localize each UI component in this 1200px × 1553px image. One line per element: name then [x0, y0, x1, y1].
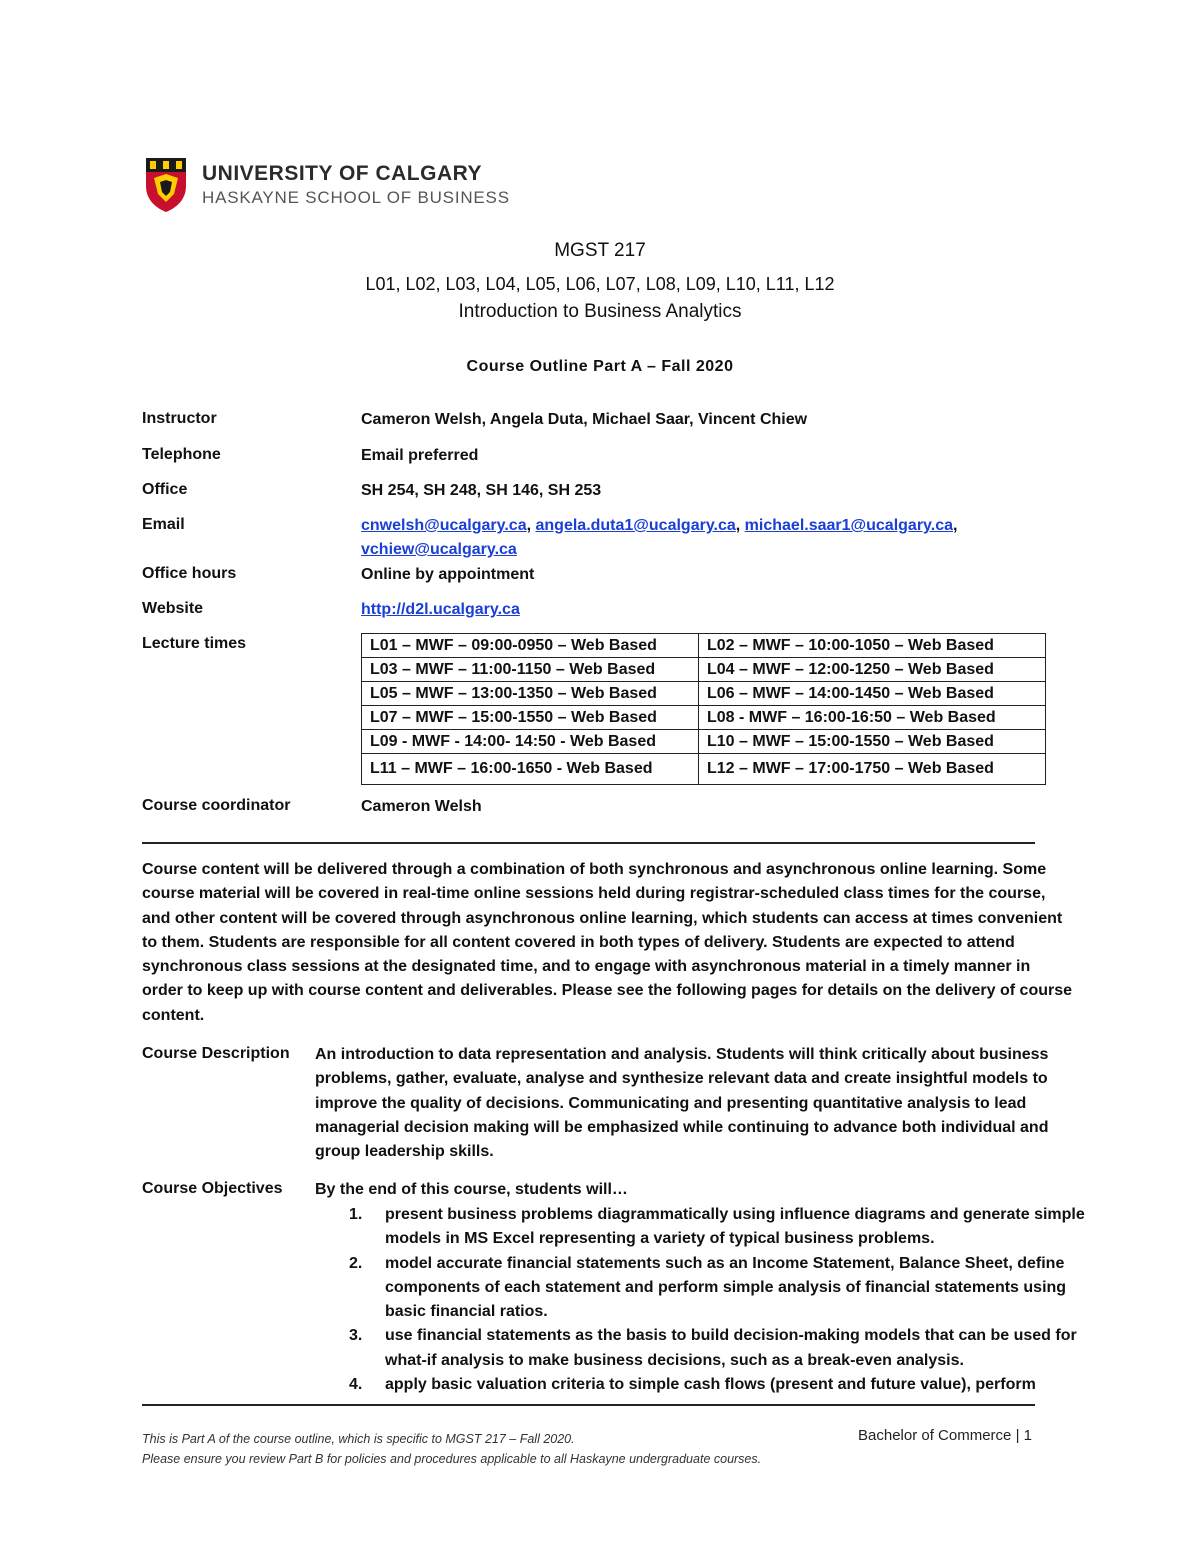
email-link-angela-duta[interactable]: angela.duta1@ucalgary.ca: [535, 517, 736, 534]
email-link-vchiew[interactable]: vchiew@ucalgary.ca: [361, 541, 517, 558]
table-row: [362, 634, 1046, 658]
course-code: MGST 217: [554, 240, 646, 261]
lecture-cell: L02 – MWF – 10:00-1050 – Web Based: [699, 634, 1046, 658]
delivery-paragraph: Course content will be delivered through a combination of both synchronous and asynchronous online learning. Some course material will be covered in real-time online sessions held during registrar-scheduled class times for the course, and other content will be covered through asynchronous online learning, which students can access at times convenient to them. Students are responsible for all content covered in both types of delivery. Students are expected to attend synchronous class sessions at the designated time, and to engage with asynchronous material in a timely manner in order to keep up with course content and deliverables. Please see the following pages for details on the delivery of course content.: [142, 861, 1073, 1024]
lecture-cell: L01 – MWF – 09:00-0950 – Web Based: [362, 634, 699, 658]
lecture-cell: L07 – MWF – 15:00-1550 – Web Based: [362, 706, 699, 730]
outline-heading: Course Outline Part A – Fall 2020: [466, 358, 734, 375]
footer-page-info: [858, 1427, 1032, 1444]
logo-university-name: UNIVERSITY OF CALGARY: [202, 162, 483, 185]
website-label: Website: [142, 600, 204, 617]
course-sections: L01, L02, L03, L04, L05, L06, L07, L08, L09, L10, L11, L12: [365, 274, 835, 294]
lecture-cell: L11 – MWF – 16:00-1650 - Web Based: [362, 754, 699, 785]
objective-number: 2.: [349, 1254, 363, 1272]
course-description-text: An introduction to data representation and analysis. Students will think critically about business problems, gather, evaluate, analyse and synthesize relevant data and create insightful models to improve the quality of decisions. Communicating and presenting quantitative analysis to lead managerial decision making will be emphasized while continuing to advance both individual and group leadership skills.: [315, 1046, 1049, 1161]
course-name: Introduction to Business Analytics: [458, 301, 742, 322]
telephone-value: Email preferred: [361, 447, 479, 464]
list-item: [315, 1203, 1090, 1252]
website-value: [361, 598, 520, 622]
footer-program: Bachelor of Commerce: [858, 1427, 1012, 1444]
website-link[interactable]: http://d2l.ucalgary.ca: [361, 601, 520, 618]
lecture-cell: L10 – MWF – 15:00-1550 – Web Based: [699, 730, 1046, 754]
lecture-cell: L08 - MWF – 16:00-16:50 – Web Based: [699, 706, 1046, 730]
objective-text: apply basic valuation criteria to simple cash flows (present and future value), perform: [385, 1376, 1036, 1394]
section-divider: [142, 842, 1035, 844]
footer-line-1: This is Part A of the course outline, which is specific to MGST 217 – Fall 2020.: [142, 1432, 575, 1446]
coordinator-value: Cameron Welsh: [361, 798, 482, 815]
objective-text: model accurate financial statements such as an Income Statement, Balance Sheet, define components of each statement and perform simple analysis of financial statements using basic financial ratios.: [385, 1254, 1067, 1321]
footer-note: [142, 1429, 761, 1469]
objective-number: 4.: [349, 1376, 363, 1394]
office-label: Office: [142, 481, 188, 498]
lecture-cell: L12 – MWF – 17:00-1750 – Web Based: [699, 754, 1046, 785]
office-value: SH 254, SH 248, SH 146, SH 253: [361, 482, 602, 499]
email-label: Email: [142, 516, 185, 533]
lecture-cell: L06 – MWF – 14:00-1450 – Web Based: [699, 682, 1046, 706]
email-link-michael-saar[interactable]: michael.saar1@ucalgary.ca: [744, 517, 953, 534]
objective-number: 1.: [349, 1206, 363, 1223]
lecture-cell: L05 – MWF – 13:00-1350 – Web Based: [362, 682, 699, 706]
email-trailing-comma: ,: [953, 517, 958, 534]
instructor-value: Cameron Welsh, Angela Duta, Michael Saar, Vincent Chiew: [361, 411, 808, 428]
logo-school-name: HASKAYNE SCHOOL OF BUSINESS: [202, 188, 510, 207]
table-row: [362, 754, 1046, 785]
university-logo: [144, 156, 510, 214]
footer-separator: |: [1015, 1427, 1020, 1444]
email-separator: ,: [735, 517, 745, 534]
email-value: [361, 514, 1041, 562]
lecture-cell: L03 – MWF – 11:00-1150 – Web Based: [362, 658, 699, 682]
course-objectives-label: Course Objectives: [142, 1180, 283, 1197]
email-link-cnwelsh[interactable]: cnwelsh@ucalgary.ca: [361, 517, 527, 534]
footer-line-2: Please ensure you review Part B for policies and procedures applicable to all Haskayne undergraduate courses.: [142, 1452, 762, 1466]
objective-text: use financial statements as the basis to build decision-making models that can be used for what-if analysis to make business decisions, such as a break-even analysis.: [385, 1327, 1077, 1369]
table-row: [362, 682, 1046, 706]
objective-text: present business problems diagrammatically using influence diagrams and generate simple models in MS Excel representing a variety of typical business problems.: [385, 1206, 1085, 1248]
lecture-times-label: Lecture times: [142, 635, 247, 652]
university-crest-icon: [144, 156, 188, 214]
lecture-times-table: [361, 633, 1046, 785]
footer-divider: [142, 1404, 1035, 1406]
table-row: [362, 658, 1046, 682]
lecture-cell: L04 – MWF – 12:00-1250 – Web Based: [699, 658, 1046, 682]
objective-number: 3.: [349, 1327, 363, 1345]
office-hours-label: Office hours: [142, 565, 237, 582]
page-number: 1: [1023, 1427, 1032, 1444]
office-hours-value: Online by appointment: [361, 566, 535, 583]
email-separator: ,: [526, 517, 536, 534]
list-item: [315, 1252, 1090, 1325]
course-description-label: Course Description: [142, 1045, 290, 1062]
objectives-list: [315, 1203, 1090, 1397]
list-item: [315, 1373, 1090, 1397]
instructor-label: Instructor: [142, 410, 217, 427]
table-row: [362, 706, 1046, 730]
table-row: [362, 730, 1046, 754]
lecture-cell: L09 - MWF - 14:00- 14:50 - Web Based: [362, 730, 699, 754]
telephone-label: Telephone: [142, 446, 221, 463]
list-item: [315, 1324, 1090, 1373]
coordinator-label: Course coordinator: [142, 797, 291, 814]
course-objectives-intro: By the end of this course, students will…: [315, 1181, 628, 1198]
